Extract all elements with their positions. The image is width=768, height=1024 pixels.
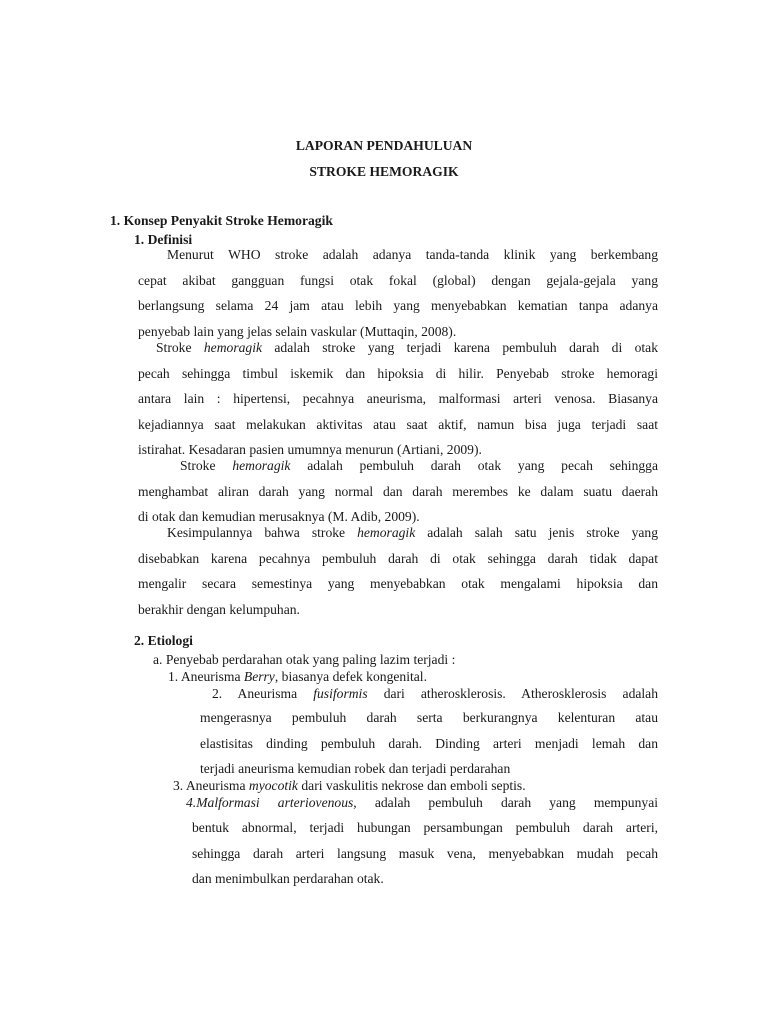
list-item-2: 2. Aneurisma fusiformis dari atherosklerosis. Atherosklerosis adalah: [212, 686, 659, 701]
para-line: penyebab lain yang jelas selain vaskular (Muttaqin, 2008).: [138, 324, 457, 339]
para-line: antara lain : hipertensi, pecahnya aneurisma, malformasi arteri venosa. Biasanya: [138, 391, 658, 406]
para-line: berlangsung selama 24 jam atau lebih yang menyebabkan kematian tanpa adanya: [138, 298, 658, 313]
para-line: istirahat. Kesadaran pasien umumnya menurun (Artiani, 2009).: [138, 442, 482, 457]
list-item-a: a. Penyebab perdarahan otak yang paling lazim terjadi :: [153, 652, 456, 667]
para-line: Menurut WHO stroke adalah adanya tanda-tanda klinik yang berkembang: [167, 247, 658, 262]
para-line: berakhir dengan kelumpuhan.: [138, 602, 300, 617]
subheading-etiologi: 2. Etiologi: [134, 633, 193, 648]
para-line: pecah sehingga timbul iskemik dan hipoksia di hilir. Penyebab stroke hemoragi: [138, 366, 658, 381]
para-line: elastisitas dinding pembuluh darah. Dinding arteri menjadi lemah dan: [200, 736, 658, 751]
para-line: dan menimbulkan perdarahan otak.: [192, 871, 384, 886]
subheading-definisi: 1. Definisi: [134, 232, 193, 247]
para-line: cepat akibat gangguan fungsi otak fokal (global) dengan gejala-gejala yang: [138, 273, 658, 288]
list-item-4: 4.Malformasi arteriovenous, adalah pembuluh darah yang mempunyai: [186, 795, 659, 810]
list-item-3: 3. Aneurisma myocotik dari vaskulitis nekrose dan emboli septis.: [173, 778, 526, 793]
para-line: terjadi aneurisma kemudian robek dan terjadi perdarahan: [200, 761, 511, 776]
para-line: disebabkan karena pecahnya pembuluh darah di otak sehingga darah tidak dapat: [138, 551, 658, 566]
doc-subtitle: STROKE HEMORAGIK: [309, 164, 459, 179]
para-line: Stroke hemoragik adalah stroke yang terjadi karena pembuluh darah di otak: [156, 340, 658, 355]
para-line: Stroke hemoragik adalah pembuluh darah otak yang pecah sehingga: [180, 458, 658, 473]
para-line: menghambat aliran darah yang normal dan darah merembes ke dalam suatu daerah: [138, 484, 658, 499]
list-item-1: 1. Aneurisma Berry, biasanya defek kongenital.: [168, 669, 427, 684]
para-line: bentuk abnormal, terjadi hubungan persambungan pembuluh darah arteri,: [192, 820, 658, 835]
para-line: kejadiannya saat melakukan aktivitas atau saat aktif, namun bisa juga terjadi saat: [138, 417, 658, 432]
section-heading-1: 1. Konsep Penyakit Stroke Hemoragik: [110, 213, 333, 228]
para-line: mengerasnya pembuluh darah serta berkurangnya kelenturan atau: [200, 710, 658, 725]
para-line: sehingga darah arteri langsung masuk vena, menyebabkan mudah pecah: [192, 846, 658, 861]
para-line: Kesimpulannya bahwa stroke hemoragik adalah salah satu jenis stroke yang: [167, 525, 658, 540]
para-line: di otak dan kemudian merusaknya (M. Adib, 2009).: [138, 509, 420, 524]
para-line: mengalir secara semestinya yang menyebabkan otak mengalami hipoksia dan: [138, 576, 658, 591]
doc-title: LAPORAN PENDAHULUAN: [295, 138, 473, 153]
